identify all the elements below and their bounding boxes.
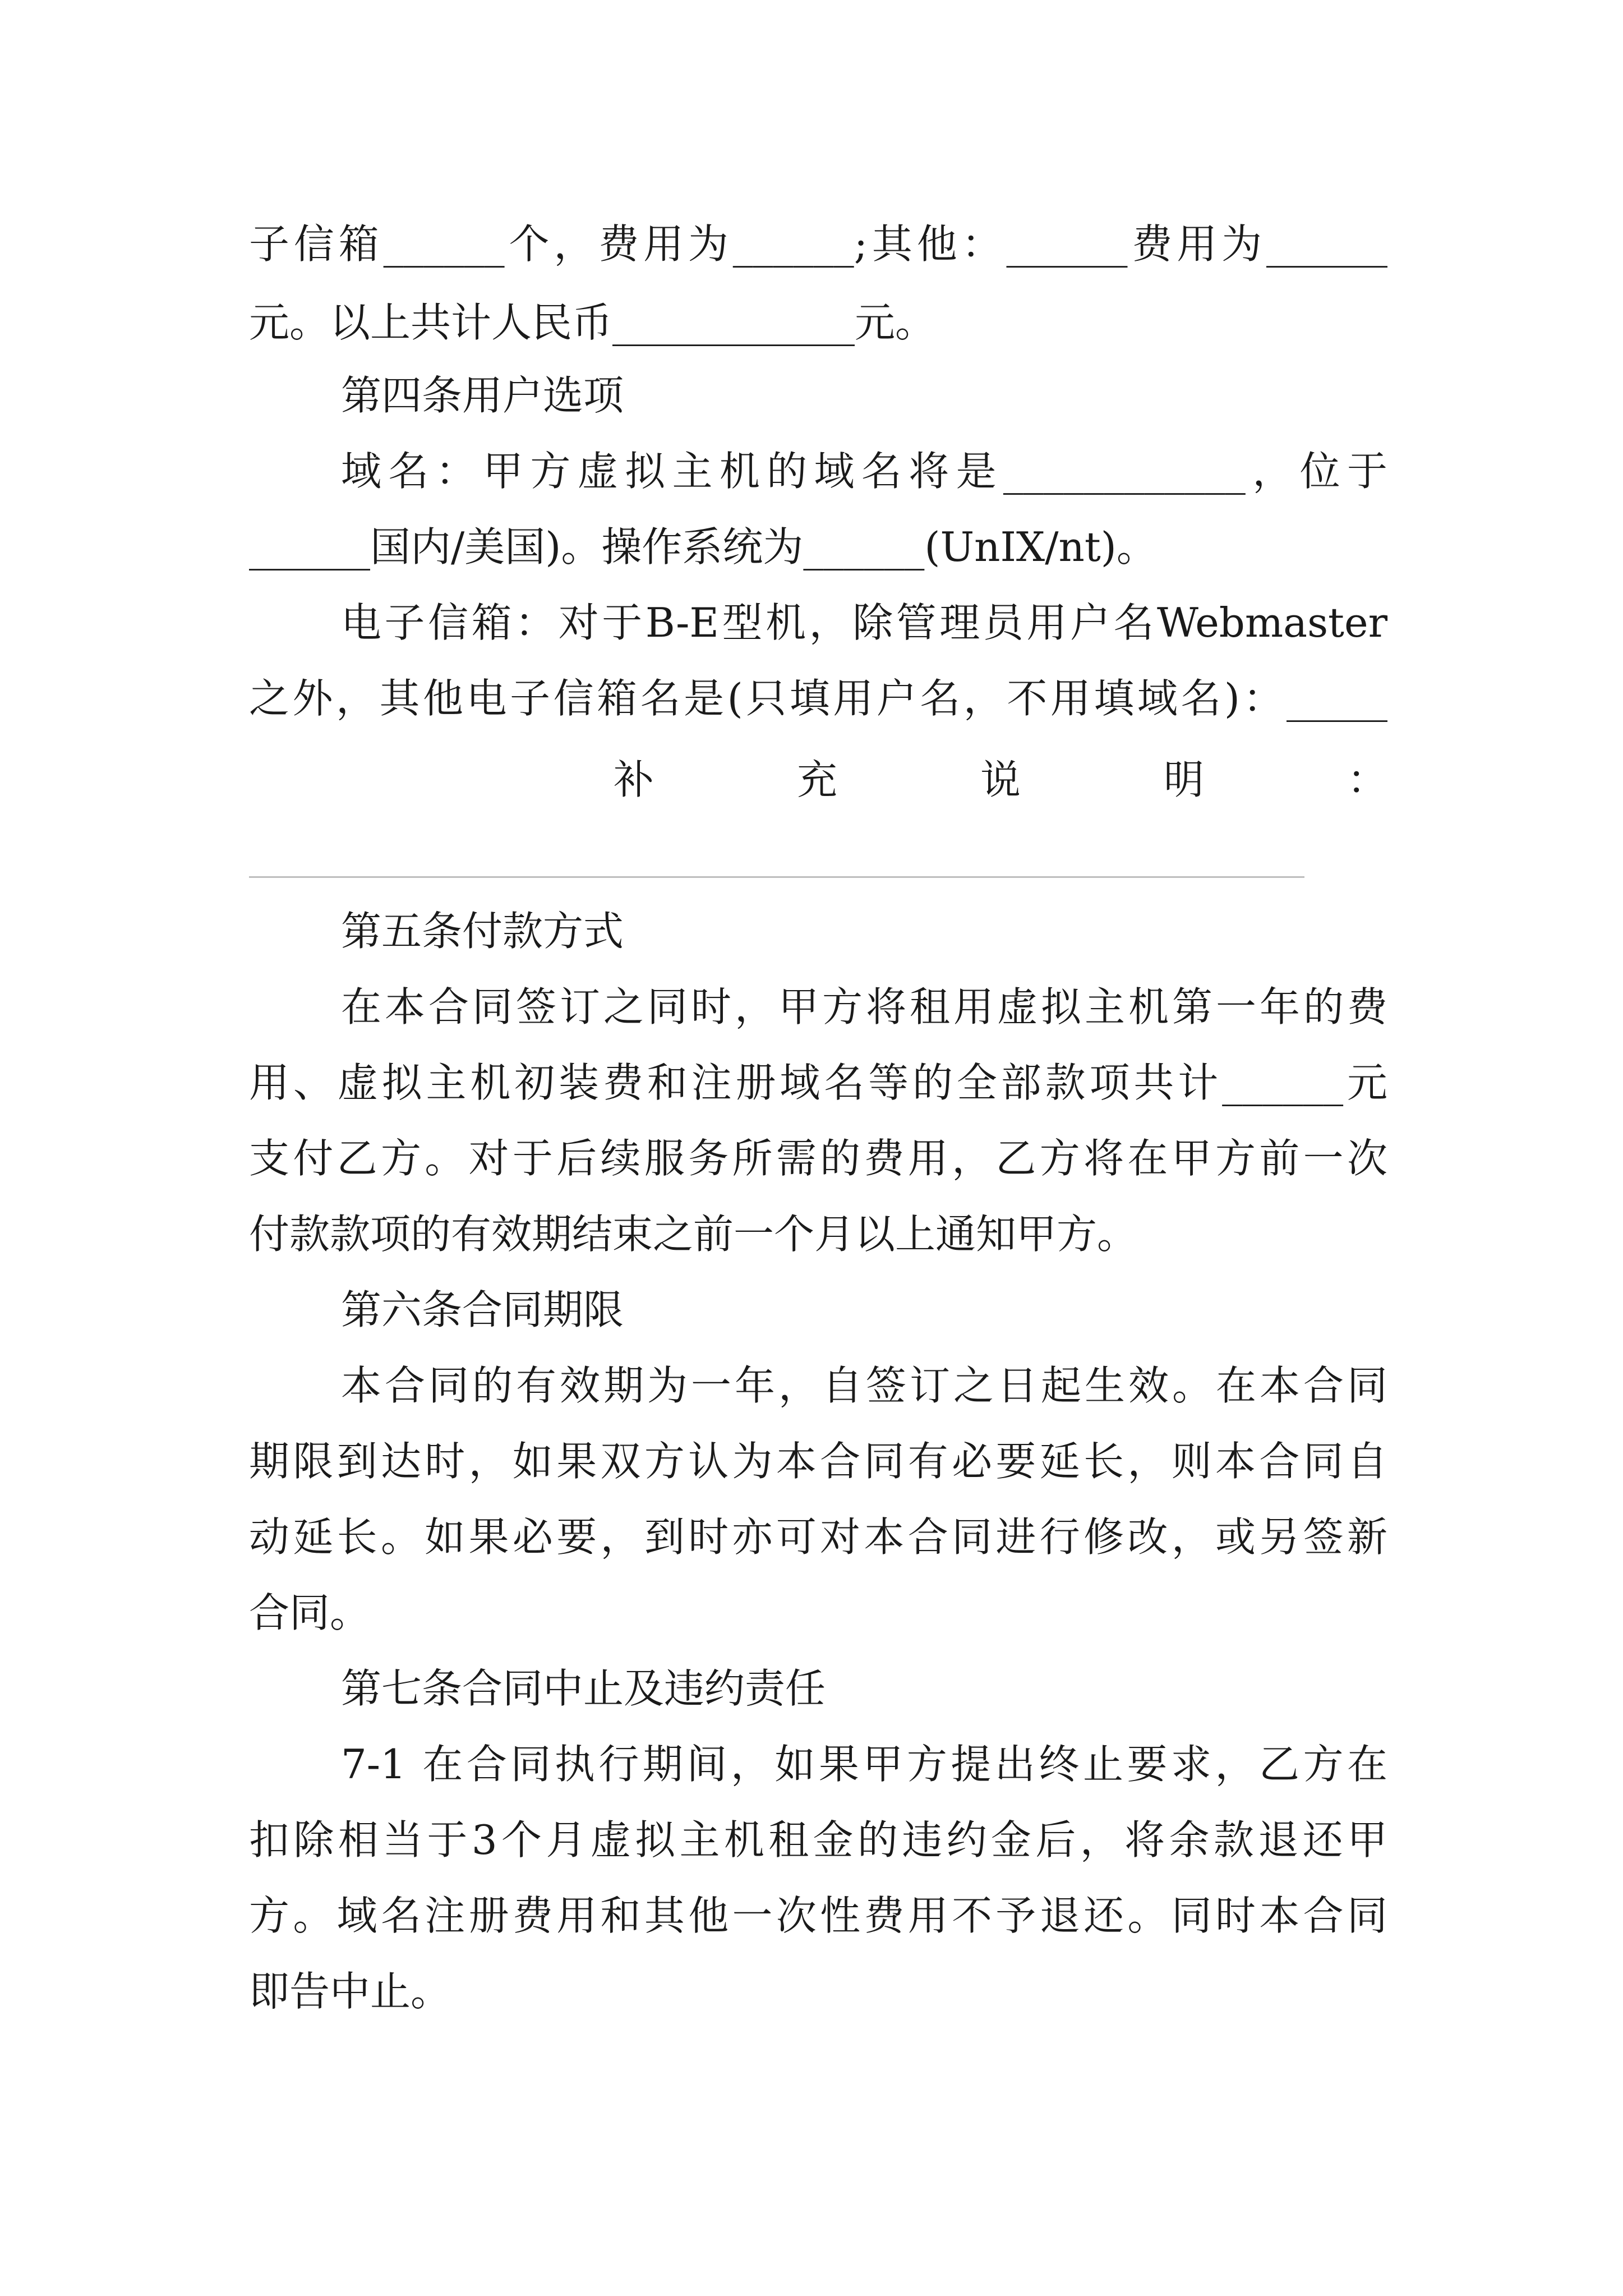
clause-4-domain-location: ______国内/美国)。操作系统为______(UnIX/nt)。 xyxy=(249,523,1157,570)
clause-6-text: 本合同的有效期为一年，自签订之日起生效。在本合同 xyxy=(341,1362,1387,1409)
supplement-blank-line xyxy=(249,876,1304,878)
clause-3-total: 元。以上共计人民币____________元。 xyxy=(249,299,936,346)
clause-7-heading: 第七条合同中止及违约责任 xyxy=(341,1665,826,1712)
clause-7-text: 扣除相当于3个月虚拟主机租金的违约金后，将余款退还甲 xyxy=(249,1816,1387,1864)
supplement-label xyxy=(614,752,1387,808)
supplement-char: 明 xyxy=(1163,756,1204,803)
supplement-char: 充 xyxy=(796,756,837,803)
clause-5-text: 在本合同签订之同时，甲方将租用虚拟主机第一年的费 xyxy=(341,983,1387,1030)
clause-7-text: 7-1 在合同执行期间，如果甲方提出终止要求，乙方在 xyxy=(341,1741,1387,1788)
clause-6-text: 合同。 xyxy=(249,1589,371,1636)
clause-4-mailbox: 电子信箱：对于B-E型机，除管理员用户名Webmaster xyxy=(341,599,1387,646)
clause-4-heading: 第四条用户选项 xyxy=(341,372,624,419)
clause-5-text: 支付乙方。对于后续服务所需的费用，乙方将在甲方前一次 xyxy=(249,1135,1387,1182)
clause-5-heading: 第五条付款方式 xyxy=(341,908,624,955)
clause-4-domain: 域名：甲方虚拟主机的域名将是____________，位于 xyxy=(341,448,1387,495)
clause-6-text: 动延长。如果必要，到时亦可对本合同进行修改，或另签新 xyxy=(249,1513,1387,1561)
clause-5-text: 用、虚拟主机初装费和注册域名等的全部款项共计______元 xyxy=(249,1059,1387,1106)
document-page xyxy=(249,0,1387,2296)
clause-4-mailbox-names: 之外，其他电子信箱名是(只填用户名，不用填域名)：_____ xyxy=(249,675,1387,722)
clause-6-heading: 第六条合同期限 xyxy=(341,1286,624,1333)
clause-3-fees-continued: 子信箱______个，费用为______;其他：______费用为______ xyxy=(249,220,1387,268)
clause-7-text: 即告中止。 xyxy=(249,1968,451,2015)
supplement-char: 说 xyxy=(980,756,1021,803)
supplement-char: ： xyxy=(1347,756,1387,803)
clause-7-text: 方。域名注册费用和其他一次性费用不予退还。同时本合同 xyxy=(249,1892,1387,1939)
clause-5-text: 付款款项的有效期结束之前一个月以上通知甲方。 xyxy=(249,1211,1138,1258)
clause-6-text: 期限到达时，如果双方认为本合同有必要延长，则本合同自 xyxy=(249,1438,1387,1485)
supplement-char: 补 xyxy=(614,756,654,803)
